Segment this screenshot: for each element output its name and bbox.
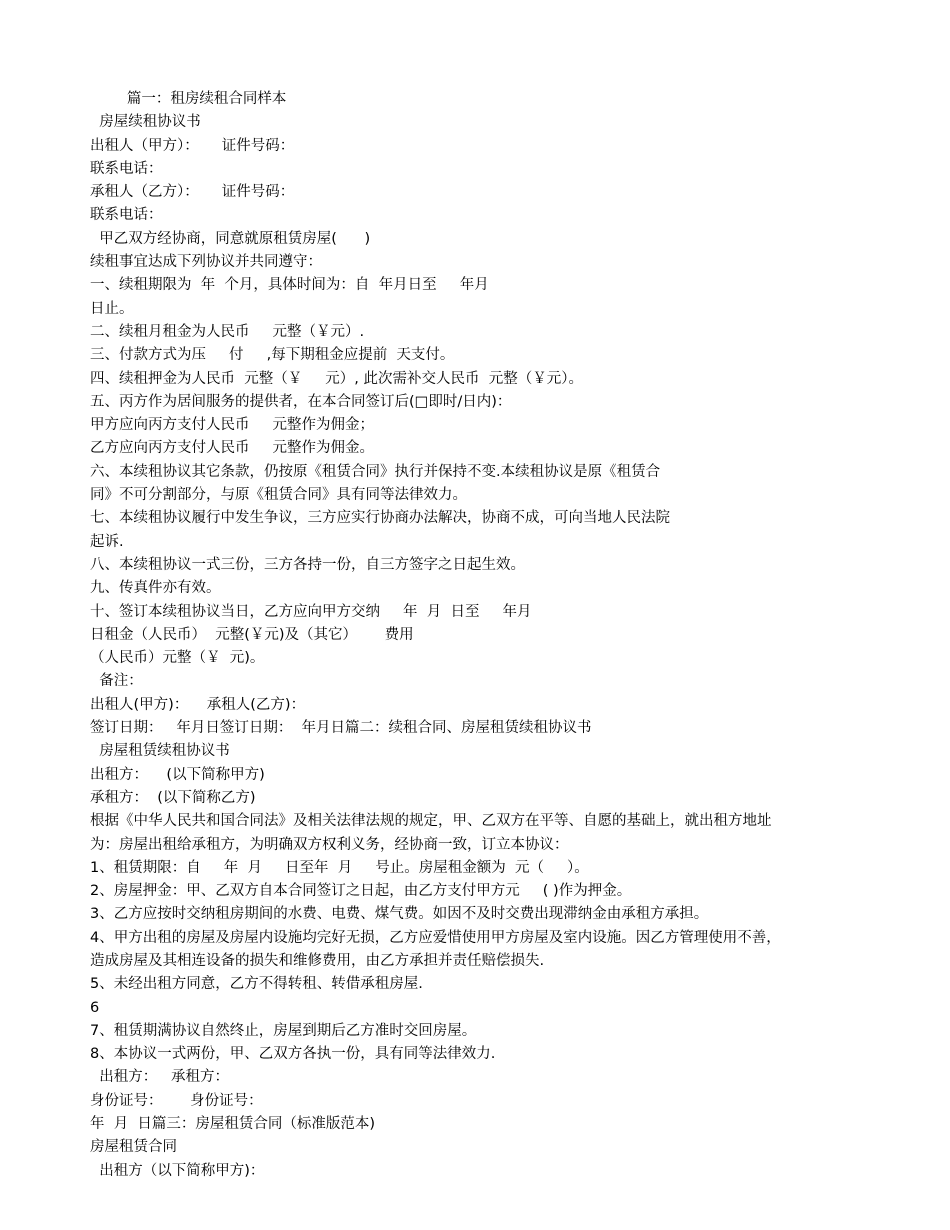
text-line: 九、传真件亦有效。 (90, 580, 221, 597)
text-line: 乙方应向丙方支付人民币 元整作为佣金。 (90, 440, 375, 457)
text-line: 房屋租赁续租协议书 (90, 743, 230, 760)
text-line: 身份证号： 身份证号： (90, 1092, 263, 1109)
text-line: 4、甲方出租的房屋及房屋内设施均完好无损，乙方应爱惜使用甲方房屋及室内设施。因乙方管理使用不善， (90, 929, 781, 946)
text-line: 三、付款方式为压 付 ,每下期租金应提前 天支付。 (90, 347, 455, 364)
text-line: 日租金（人民币） 元整(￥元)及（其它） 费用 (90, 626, 414, 643)
text-line: 日止。 (90, 300, 134, 317)
text-line: 七、本续租协议履行中发生争议，三方应实行协商办法解决，协商不成，可向当地人民法院 (90, 510, 670, 527)
text-line: 起诉. (90, 533, 124, 550)
text-line: 承租人（乙方）： 证件号码： (90, 184, 295, 201)
text-line: 十、签订本续租协议当日，乙方应向甲方交纳 年 月 日至 年月 (90, 603, 532, 620)
text-line: 7、租赁期满协议自然终止，房屋到期后乙方准时交回房屋。 (90, 1022, 477, 1039)
text-line: 同》不可分割部分，与原《租赁合同》具有同等法律效力。 (90, 487, 467, 504)
text-line: 造成房屋及其相连设备的损失和维修费用，由乙方承担并责任赔偿损失. (90, 952, 545, 969)
text-line: 根据《中华人民共和国合同法》及相关法律法规的规定，甲、乙双方在平等、自愿的基础上，就出租方地址 (90, 813, 772, 830)
text-line: 续租事宜达成下列协议并共同遵守： (90, 254, 322, 271)
text-line: 5、未经出租方同意，乙方不得转租、转借承租房屋. (90, 976, 423, 993)
text-line: 二、续租月租金为人民币 元整（￥元）. (90, 323, 365, 340)
text-line: 年 月 日篇三：房屋租赁合同（标准版范本) (90, 1116, 376, 1133)
text-line: 出租方： 承租方： (90, 1069, 230, 1086)
text-line: 8、本协议一式两份，甲、乙双方各执一份，具有同等法律效力. (90, 1046, 496, 1063)
text-line: 房屋续租协议书 (90, 114, 201, 131)
text-line: 备注： (90, 673, 143, 690)
text-line: 一、续租期限为 年 个月，具体时间为：自 年月日至 年月 (90, 277, 489, 294)
text-line: 出租方： (以下简称甲方) (90, 766, 265, 783)
text-line: 甲乙双方经协商，同意就原租赁房屋( ) (90, 230, 371, 247)
text-line: 出租方（以下简称甲方)： (90, 1162, 265, 1179)
text-line: 1、租赁期限：自 年 月 日至年 月 号止。房屋租金额为 元（ ）。 (90, 859, 589, 876)
text-line: 四、续租押金为人民币 元整（￥ 元）, 此次需补交人民币 元整（￥元）。 (90, 370, 583, 387)
text-line: 承租方： (以下简称乙方) (90, 789, 256, 806)
text-line: 6 (90, 999, 100, 1016)
text-line: 出租人（甲方）： 证件号码： (90, 137, 295, 154)
text-line: 联系电话： (90, 207, 163, 224)
text-line: 出租人(甲方)： 承租人(乙方)： (90, 696, 306, 713)
text-line: 为：房屋出租给承租方，为明确双方权利义务，经协商一致，订立本协议： (90, 836, 569, 853)
text-line: 八、本续租协议一式三份，三方各持一份，自三方签字之日起生效。 (90, 556, 525, 573)
text-line: 五、丙方作为居间服务的提供者，在本合同签订后(□即时/日内)： (90, 393, 512, 410)
text-line: 联系电话： (90, 160, 163, 177)
text-line: 房屋租赁合同 (90, 1139, 177, 1156)
text-line: 六、本续租协议其它条款，仍按原《租赁合同》执行并保持不变.本续租协议是原《租赁合 (90, 463, 661, 480)
text-line: （人民币）元整（￥ 元)。 (90, 650, 265, 667)
text-line: 3、乙方应按时交纳租房期间的水费、电费、煤气费。如因不及时交费出现滞纳金由承租方承担。 (90, 906, 709, 923)
text-line: 篇一：租房续租合同样本 (90, 91, 287, 107)
text-line: 签订日期： 年月日签订日期： 年月日篇二：续租合同、房屋租赁续租协议书 (90, 720, 592, 737)
text-line: 甲方应向丙方支付人民币 元整作为佣金； (90, 417, 375, 434)
text-line: 2、房屋押金：甲、乙双方自本合同签订之日起，由乙方支付甲方元 ( )作为押金。 (90, 883, 632, 900)
